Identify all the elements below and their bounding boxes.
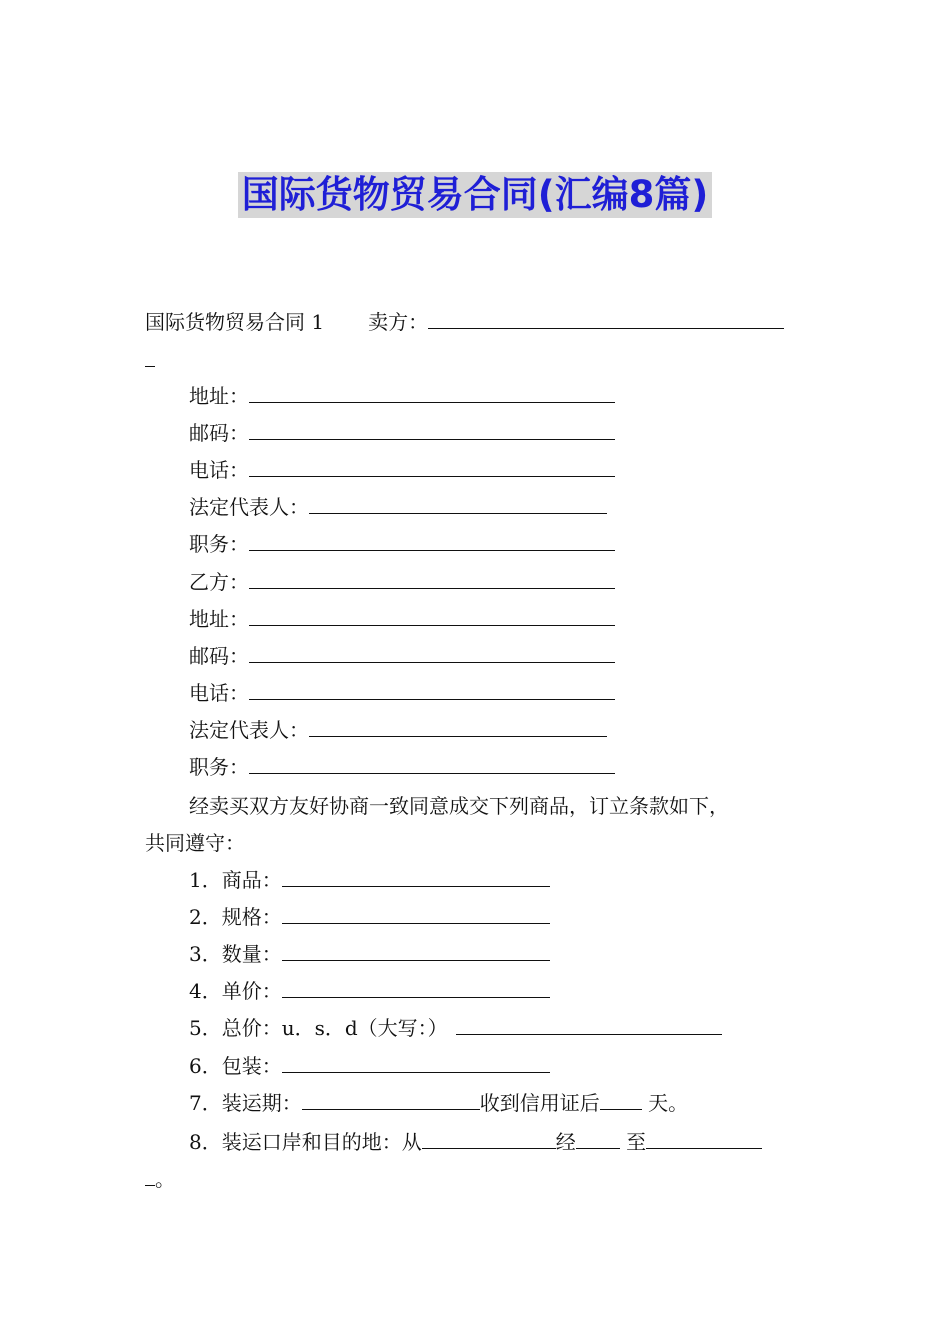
term-8-period: 。 bbox=[155, 1167, 175, 1191]
buyer-phone-label: 电话： bbox=[189, 681, 249, 705]
term-4-blank[interactable] bbox=[282, 977, 550, 998]
term-4-label: 4．单价： bbox=[189, 979, 282, 1003]
buyer-position-label: 职务： bbox=[189, 755, 249, 779]
term-6-label: 6．包装： bbox=[189, 1054, 282, 1078]
term-8-continued bbox=[145, 1165, 175, 1193]
agreement-line-1 bbox=[189, 792, 729, 820]
title-wrap bbox=[0, 172, 950, 218]
seller-blank[interactable] bbox=[428, 308, 784, 329]
seller-legal-rep-blank[interactable] bbox=[309, 493, 607, 514]
buyer-address-blank[interactable] bbox=[249, 605, 615, 626]
seller-postcode-line bbox=[189, 419, 615, 447]
seller-address-label: 地址： bbox=[189, 384, 249, 408]
seller-phone-label: 电话： bbox=[189, 458, 249, 482]
term-7-date-blank[interactable] bbox=[302, 1089, 480, 1110]
term-6-line bbox=[189, 1052, 550, 1080]
seller-label: 卖方： bbox=[368, 310, 429, 334]
seller-phone-line bbox=[189, 456, 615, 484]
buyer-postcode-label: 邮码： bbox=[189, 644, 249, 668]
term-3-label: 3．数量： bbox=[189, 942, 282, 966]
buyer-position-blank[interactable] bbox=[249, 753, 615, 774]
seller-blank-continued bbox=[145, 346, 155, 374]
buyer-phone-blank[interactable] bbox=[249, 679, 615, 700]
term-4-line bbox=[189, 977, 550, 1005]
buyer-postcode-line bbox=[189, 642, 615, 670]
contract-heading: 国际货物贸易合同 1 bbox=[145, 310, 325, 334]
buyer-party-label: 乙方： bbox=[189, 570, 249, 594]
term-8-from-blank[interactable] bbox=[422, 1128, 556, 1149]
document-title: 国际货物贸易合同(汇编8篇) bbox=[238, 172, 713, 218]
buyer-address-label: 地址： bbox=[189, 607, 249, 631]
term-8-to-blank[interactable] bbox=[646, 1128, 762, 1149]
term-1-line bbox=[189, 866, 550, 894]
term-7-line bbox=[189, 1089, 688, 1117]
seller-position-line bbox=[189, 530, 615, 558]
term-5-label: 5．总价：u．s．d（大写：） bbox=[189, 1016, 448, 1040]
term-3-line bbox=[189, 940, 550, 968]
agreement-text-1: 经卖买双方友好协商一致同意成交下列商品，订立条款如下， bbox=[189, 794, 729, 818]
term-2-label: 2．规格： bbox=[189, 905, 282, 929]
seller-address-blank[interactable] bbox=[249, 382, 615, 403]
term-7-middle: 收到信用证后 bbox=[479, 1091, 600, 1115]
buyer-address-line bbox=[189, 605, 615, 633]
buyer-postcode-blank[interactable] bbox=[249, 642, 615, 663]
term-5-blank[interactable] bbox=[456, 1014, 722, 1035]
term-7-label: 7．装运期： bbox=[189, 1091, 302, 1115]
buyer-legal-rep-line bbox=[189, 716, 607, 744]
buyer-position-line bbox=[189, 753, 615, 781]
buyer-party-line bbox=[189, 568, 615, 596]
seller-position-label: 职务： bbox=[189, 532, 249, 556]
term-8-line bbox=[189, 1128, 762, 1156]
term-8-to: 至 bbox=[619, 1130, 647, 1154]
buyer-phone-line bbox=[189, 679, 615, 707]
buyer-legal-rep-label: 法定代表人： bbox=[189, 718, 309, 742]
term-1-blank[interactable] bbox=[282, 866, 550, 887]
seller-postcode-blank[interactable] bbox=[249, 419, 615, 440]
seller-legal-rep-line bbox=[189, 493, 607, 521]
term-7-days-blank[interactable] bbox=[600, 1089, 642, 1110]
term-6-blank[interactable] bbox=[282, 1052, 550, 1073]
seller-postcode-label: 邮码： bbox=[189, 421, 249, 445]
term-8-to-blank-tail[interactable] bbox=[145, 1165, 155, 1186]
term-2-line bbox=[189, 903, 550, 931]
contract-heading-line bbox=[145, 308, 784, 336]
term-3-blank[interactable] bbox=[282, 940, 550, 961]
term-7-end: 天。 bbox=[641, 1091, 689, 1115]
seller-blank-tail[interactable] bbox=[145, 346, 155, 367]
term-5-line bbox=[189, 1014, 722, 1042]
term-1-label: 1．商品： bbox=[189, 868, 282, 892]
seller-phone-blank[interactable] bbox=[249, 456, 615, 477]
seller-legal-rep-label: 法定代表人： bbox=[189, 495, 309, 519]
term-8-via-blank[interactable] bbox=[576, 1128, 620, 1149]
seller-position-blank[interactable] bbox=[249, 530, 615, 551]
buyer-legal-rep-blank[interactable] bbox=[309, 716, 607, 737]
term-8-via: 经 bbox=[555, 1130, 576, 1154]
buyer-party-blank[interactable] bbox=[249, 568, 615, 589]
term-2-blank[interactable] bbox=[282, 903, 550, 924]
agreement-text-2: 共同遵守： bbox=[145, 831, 245, 855]
term-8-label: 8．装运口岸和目的地：从 bbox=[189, 1130, 422, 1154]
seller-address-line bbox=[189, 382, 615, 410]
agreement-line-2 bbox=[145, 829, 245, 857]
